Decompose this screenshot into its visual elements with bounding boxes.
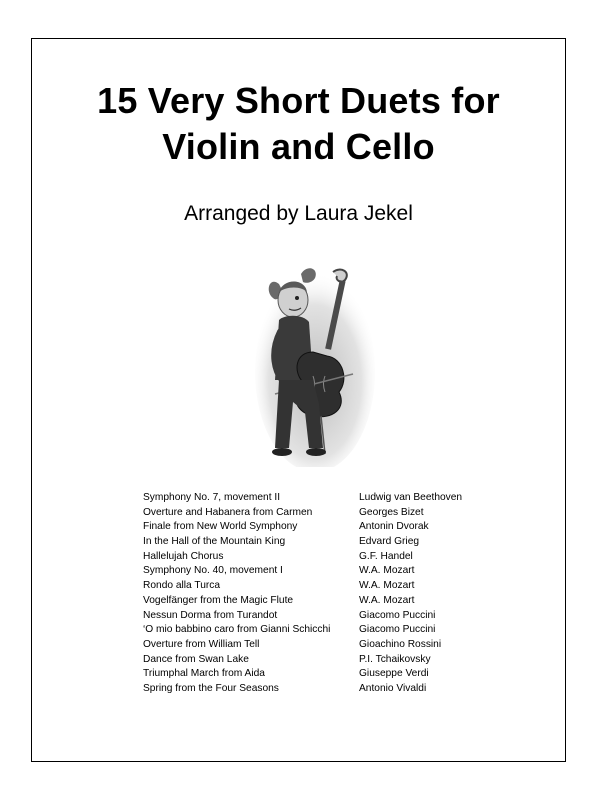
list-item: [143, 535, 483, 550]
piece-title: Nessun Dorma from Turandot: [143, 609, 278, 621]
list-item: [143, 579, 483, 594]
piece-title: Triumphal March from Aida: [143, 668, 265, 680]
list-item: [143, 491, 483, 506]
piece-composer: Georges Bizet: [359, 506, 424, 518]
piece-composer: Ludwig van Beethoven: [359, 492, 463, 503]
title-line-1: 15 Very Short Duets for: [97, 80, 500, 121]
list-item: [143, 564, 483, 579]
piece-title: In the Hall of the Mountain King: [143, 536, 286, 548]
piece-composer: Gioachino Rossini: [359, 638, 442, 650]
cello-player-illustration: [255, 262, 375, 467]
piece-composer: W.A. Mozart: [359, 594, 415, 606]
piece-title: Finale from New World Symphony: [143, 521, 298, 533]
list-item: [143, 520, 483, 535]
piece-composer: Giacomo Puccini: [359, 609, 436, 621]
piece-composer: Antonio Vivaldi: [359, 682, 427, 694]
piece-title: Hallelujah Chorus: [143, 550, 224, 562]
list-item: [143, 623, 483, 638]
piece-title: Symphony No. 40, movement I: [143, 565, 283, 577]
piece-title: Overture and Habanera from Carmen: [143, 506, 313, 518]
list-item: [143, 653, 483, 668]
arranger-credit: Arranged by Laura Jekel: [184, 202, 413, 225]
title-line-2: Violin and Cello: [162, 126, 435, 167]
piece-title: Overture from William Tell: [143, 638, 260, 650]
piece-composer: Antonin Dvorak: [359, 521, 429, 533]
piece-title: Vogelfänger from the Magic Flute: [143, 594, 294, 606]
piece-composer: Giacomo Puccini: [359, 624, 436, 636]
piece-title: Spring from the Four Seasons: [143, 682, 279, 694]
piece-composer: P.I. Tchaikovsky: [359, 653, 431, 665]
piece-composer: W.A. Mozart: [359, 565, 415, 577]
piece-title: ‘O mio babbino caro from Gianni Schicchi: [143, 624, 331, 636]
piece-composer: G.F. Handel: [359, 550, 413, 562]
list-item: [143, 667, 483, 682]
piece-title: Symphony No. 7, movement II: [143, 492, 281, 503]
piece-composer: Giuseppe Verdi: [359, 668, 429, 680]
list-item: [143, 550, 483, 565]
piece-list: [143, 491, 483, 697]
list-item: [143, 594, 483, 609]
piece-title: Dance from Swan Lake: [143, 653, 249, 665]
piece-composer: W.A. Mozart: [359, 580, 415, 592]
piece-title: Rondo alla Turca: [143, 580, 221, 592]
list-item: [143, 506, 483, 521]
list-item: [143, 609, 483, 624]
list-item: [143, 682, 483, 697]
list-item: [143, 638, 483, 653]
page-title: [31, 78, 566, 170]
piece-composer: Edvard Grieg: [359, 536, 420, 548]
